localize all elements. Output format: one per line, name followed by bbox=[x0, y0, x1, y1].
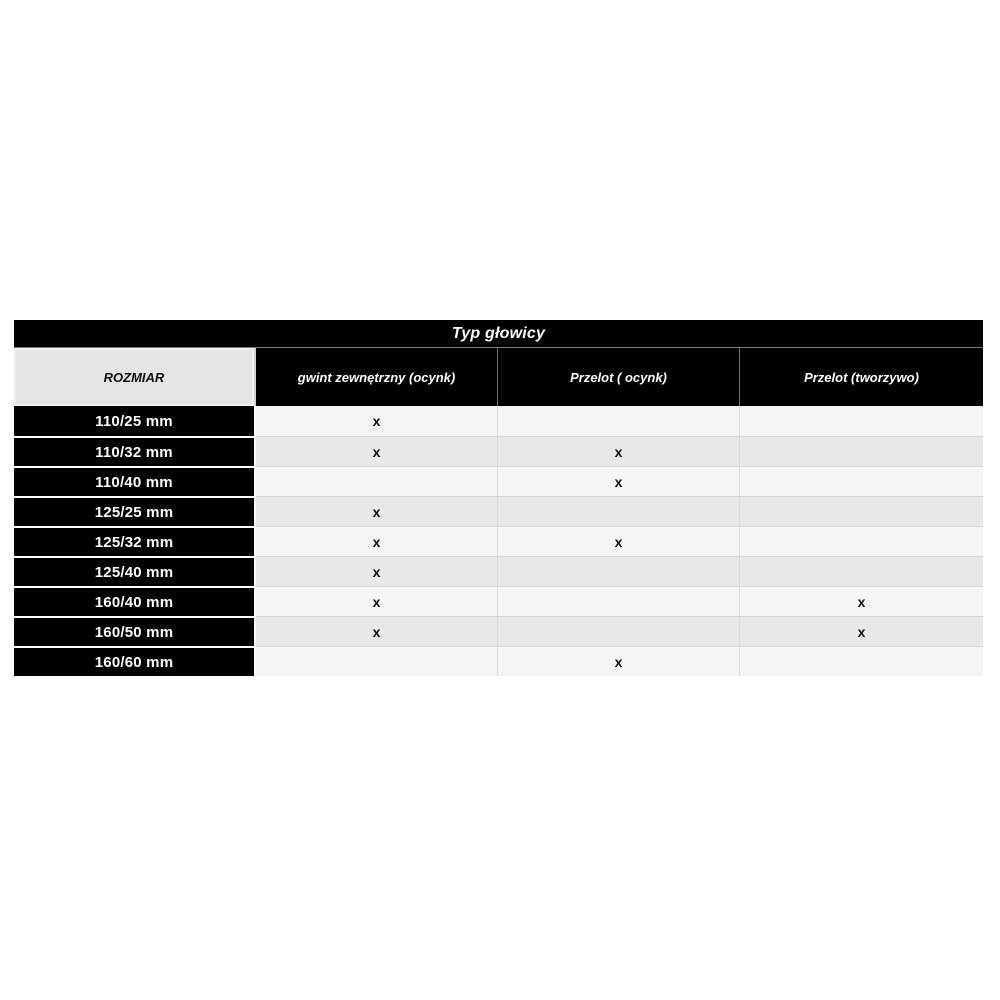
column-header-przelot-tworzywo: Przelot (tworzywo) bbox=[739, 348, 983, 406]
mark-cell: x bbox=[256, 496, 497, 526]
row-label: 125/32 mm bbox=[14, 526, 256, 556]
mark-cell bbox=[739, 466, 983, 496]
row-label: 160/50 mm bbox=[14, 616, 256, 646]
mark-cell bbox=[256, 466, 497, 496]
table-row bbox=[14, 586, 983, 616]
mark-cell bbox=[739, 496, 983, 526]
table-row bbox=[14, 616, 983, 646]
row-label: 110/40 mm bbox=[14, 466, 256, 496]
mark-cell bbox=[739, 556, 983, 586]
mark-cell: x bbox=[256, 556, 497, 586]
mark-cell bbox=[256, 646, 497, 676]
table-row bbox=[14, 496, 983, 526]
column-header-rozmiar: ROZMIAR bbox=[14, 348, 256, 406]
row-label: 125/40 mm bbox=[14, 556, 256, 586]
mark-cell: x bbox=[497, 466, 739, 496]
mark-cell bbox=[739, 526, 983, 556]
mark-cell: x bbox=[256, 586, 497, 616]
row-label: 125/25 mm bbox=[14, 496, 256, 526]
mark-cell: x bbox=[256, 616, 497, 646]
mark-cell: x bbox=[739, 586, 983, 616]
mark-cell: x bbox=[497, 646, 739, 676]
mark-cell: x bbox=[739, 616, 983, 646]
mark-cell: x bbox=[497, 526, 739, 556]
table-header-row bbox=[14, 348, 983, 406]
table-row bbox=[14, 406, 983, 436]
column-header-gwint-zewnetrzny: gwint zewnętrzny (ocynk) bbox=[256, 348, 497, 406]
mark-cell bbox=[497, 586, 739, 616]
mark-cell: x bbox=[256, 406, 497, 436]
mark-cell bbox=[497, 556, 739, 586]
head-type-spec-table bbox=[14, 320, 983, 676]
mark-cell: x bbox=[256, 436, 497, 466]
table-row bbox=[14, 526, 983, 556]
table-row bbox=[14, 646, 983, 676]
mark-cell bbox=[739, 646, 983, 676]
row-label: 110/32 mm bbox=[14, 436, 256, 466]
mark-cell bbox=[497, 616, 739, 646]
mark-cell: x bbox=[497, 436, 739, 466]
mark-cell bbox=[739, 406, 983, 436]
row-label: 160/40 mm bbox=[14, 586, 256, 616]
column-header-przelot-ocynk: Przelot ( ocynk) bbox=[497, 348, 739, 406]
row-label: 110/25 mm bbox=[14, 406, 256, 436]
mark-cell: x bbox=[256, 526, 497, 556]
row-label: 160/60 mm bbox=[14, 646, 256, 676]
mark-cell bbox=[497, 406, 739, 436]
mark-cell bbox=[497, 496, 739, 526]
table-row bbox=[14, 466, 983, 496]
mark-cell bbox=[739, 436, 983, 466]
table-title: Typ głowicy bbox=[14, 320, 983, 348]
table-row bbox=[14, 436, 983, 466]
table-row bbox=[14, 556, 983, 586]
